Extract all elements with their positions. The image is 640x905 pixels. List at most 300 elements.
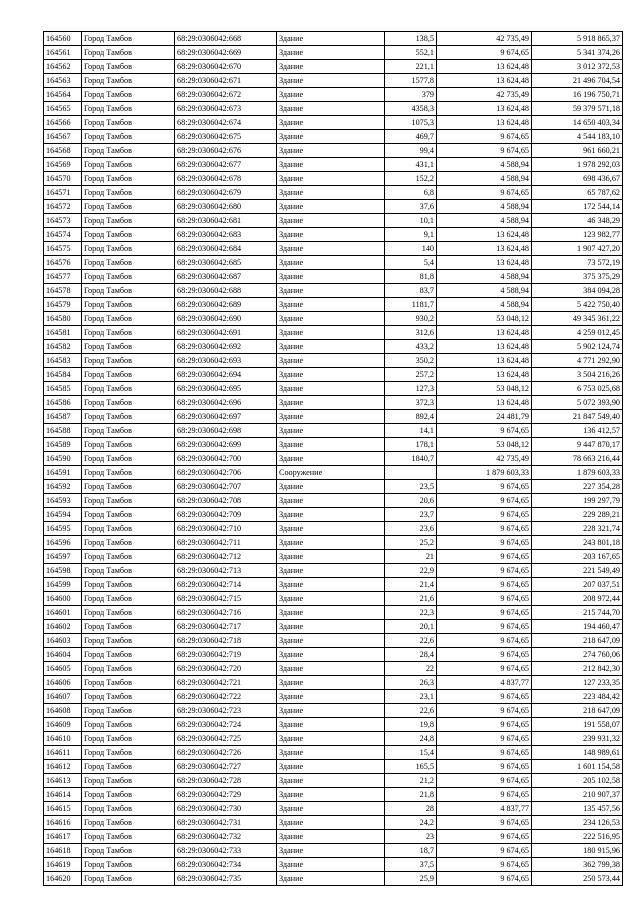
cadastral-value-cell: 73 572,19 [532, 256, 623, 270]
table-row [44, 270, 623, 284]
object-type-cell: Здание [277, 746, 385, 760]
cadastral-number-cell: 68:29:0306042:722 [175, 690, 277, 704]
specific-value-cell: 9 674,65 [437, 648, 532, 662]
specific-value-cell: 9 674,65 [437, 424, 532, 438]
area-cell: 930,2 [385, 312, 437, 326]
locality-cell: Город Тамбов [82, 242, 175, 256]
locality-cell: Город Тамбов [82, 788, 175, 802]
locality-cell: Город Тамбов [82, 718, 175, 732]
table-row [44, 438, 623, 452]
row-number-cell: 164593 [44, 494, 82, 508]
table-row [44, 382, 623, 396]
table-row [44, 74, 623, 88]
locality-cell: Город Тамбов [82, 214, 175, 228]
table-row [44, 228, 623, 242]
cadastral-value-cell: 59 379 571,18 [532, 102, 623, 116]
table-row [44, 88, 623, 102]
table-row [44, 158, 623, 172]
cadastral-number-cell: 68:29:0306042:729 [175, 788, 277, 802]
object-type-cell: Здание [277, 32, 385, 46]
row-number-cell: 164618 [44, 844, 82, 858]
cadastral-number-cell: 68:29:0306042:692 [175, 340, 277, 354]
specific-value-cell: 9 674,65 [437, 592, 532, 606]
area-cell: 19,8 [385, 718, 437, 732]
table-row [44, 718, 623, 732]
object-type-cell: Здание [277, 256, 385, 270]
cadastral-value-cell: 5 072 393,90 [532, 396, 623, 410]
cadastral-number-cell: 68:29:0306042:709 [175, 508, 277, 522]
area-cell: 25,2 [385, 536, 437, 550]
cadastral-number-cell: 68:29:0306042:672 [175, 88, 277, 102]
cadastral-number-cell: 68:29:0306042:679 [175, 186, 277, 200]
object-type-cell: Здание [277, 690, 385, 704]
locality-cell: Город Тамбов [82, 200, 175, 214]
area-cell: 23,5 [385, 480, 437, 494]
cadastral-value-cell: 215 744,70 [532, 606, 623, 620]
table-row [44, 102, 623, 116]
row-number-cell: 164596 [44, 536, 82, 550]
row-number-cell: 164588 [44, 424, 82, 438]
specific-value-cell: 9 674,65 [437, 746, 532, 760]
cadastral-value-cell: 961 660,21 [532, 144, 623, 158]
specific-value-cell: 13 624,48 [437, 228, 532, 242]
specific-value-cell: 9 674,65 [437, 550, 532, 564]
area-cell: 1577,8 [385, 74, 437, 88]
object-type-cell: Здание [277, 802, 385, 816]
specific-value-cell: 13 624,48 [437, 354, 532, 368]
cadastral-number-cell: 68:29:0306042:720 [175, 662, 277, 676]
area-cell: 350,2 [385, 354, 437, 368]
object-type-cell: Здание [277, 396, 385, 410]
row-number-cell: 164595 [44, 522, 82, 536]
cadastral-number-cell: 68:29:0306042:669 [175, 46, 277, 60]
row-number-cell: 164581 [44, 326, 82, 340]
cadastral-number-cell: 68:29:0306042:716 [175, 606, 277, 620]
object-type-cell: Здание [277, 760, 385, 774]
area-cell: 9,1 [385, 228, 437, 242]
cadastral-value-cell: 4 544 183,10 [532, 130, 623, 144]
table-row [44, 242, 623, 256]
specific-value-cell: 13 624,48 [437, 368, 532, 382]
area-cell: 1181,7 [385, 298, 437, 312]
row-number-cell: 164560 [44, 32, 82, 46]
cadastral-value-cell: 223 484,42 [532, 690, 623, 704]
table-row [44, 214, 623, 228]
locality-cell: Город Тамбов [82, 172, 175, 186]
object-type-cell: Здание [277, 186, 385, 200]
cadastral-value-cell: 221 549,49 [532, 564, 623, 578]
locality-cell: Город Тамбов [82, 186, 175, 200]
cadastral-value-cell: 274 760,06 [532, 648, 623, 662]
specific-value-cell: 53 048,12 [437, 438, 532, 452]
table-row [44, 592, 623, 606]
area-cell: 257,2 [385, 368, 437, 382]
specific-value-cell: 13 624,48 [437, 116, 532, 130]
locality-cell: Город Тамбов [82, 74, 175, 88]
area-cell: 22,6 [385, 634, 437, 648]
table-row [44, 620, 623, 634]
cadastral-value-table-page [43, 31, 622, 886]
cadastral-number-cell: 68:29:0306042:699 [175, 438, 277, 452]
area-cell: 20,1 [385, 620, 437, 634]
row-number-cell: 164578 [44, 284, 82, 298]
cadastral-value-cell: 21 847 549,40 [532, 410, 623, 424]
cadastral-value-cell: 199 297,79 [532, 494, 623, 508]
specific-value-cell: 9 674,65 [437, 46, 532, 60]
locality-cell: Город Тамбов [82, 522, 175, 536]
row-number-cell: 164597 [44, 550, 82, 564]
specific-value-cell: 9 674,65 [437, 634, 532, 648]
cadastral-number-cell: 68:29:0306042:721 [175, 676, 277, 690]
area-cell: 6,8 [385, 186, 437, 200]
cadastral-value-cell: 194 460,47 [532, 620, 623, 634]
cadastral-number-cell: 68:29:0306042:725 [175, 732, 277, 746]
object-type-cell: Здание [277, 88, 385, 102]
specific-value-cell: 4 588,94 [437, 270, 532, 284]
area-cell: 25,9 [385, 872, 437, 886]
cadastral-value-cell: 6 753 025,68 [532, 382, 623, 396]
area-cell: 138,5 [385, 32, 437, 46]
area-cell: 20,6 [385, 494, 437, 508]
cadastral-number-cell: 68:29:0306042:673 [175, 102, 277, 116]
object-type-cell: Здание [277, 578, 385, 592]
row-number-cell: 164573 [44, 214, 82, 228]
cadastral-number-cell: 68:29:0306042:680 [175, 200, 277, 214]
object-type-cell: Здание [277, 704, 385, 718]
area-cell [385, 466, 437, 480]
cadastral-value-cell: 5 902 124,74 [532, 340, 623, 354]
row-number-cell: 164576 [44, 256, 82, 270]
specific-value-cell: 1 879 603,33 [437, 466, 532, 480]
locality-cell: Город Тамбов [82, 732, 175, 746]
area-cell: 433,2 [385, 340, 437, 354]
locality-cell: Город Тамбов [82, 550, 175, 564]
cadastral-number-cell: 68:29:0306042:707 [175, 480, 277, 494]
table-row [44, 466, 623, 480]
row-number-cell: 164580 [44, 312, 82, 326]
area-cell: 21,4 [385, 578, 437, 592]
specific-value-cell: 9 674,65 [437, 144, 532, 158]
cadastral-number-cell: 68:29:0306042:689 [175, 298, 277, 312]
area-cell: 1075,3 [385, 116, 437, 130]
object-type-cell: Здание [277, 102, 385, 116]
cadastral-number-cell: 68:29:0306042:726 [175, 746, 277, 760]
row-number-cell: 164587 [44, 410, 82, 424]
locality-cell: Город Тамбов [82, 270, 175, 284]
cadastral-value-cell: 234 126,53 [532, 816, 623, 830]
row-number-cell: 164607 [44, 690, 82, 704]
locality-cell: Город Тамбов [82, 438, 175, 452]
table-row [44, 116, 623, 130]
table-row [44, 130, 623, 144]
object-type-cell: Здание [277, 452, 385, 466]
cadastral-value-cell: 148 989,61 [532, 746, 623, 760]
table-row [44, 340, 623, 354]
cadastral-number-cell: 68:29:0306042:719 [175, 648, 277, 662]
row-number-cell: 164619 [44, 858, 82, 872]
locality-cell: Город Тамбов [82, 298, 175, 312]
locality-cell: Город Тамбов [82, 130, 175, 144]
locality-cell: Город Тамбов [82, 410, 175, 424]
cadastral-value-cell: 1 907 427,20 [532, 242, 623, 256]
area-cell: 152,2 [385, 172, 437, 186]
cadastral-value-cell: 78 663 216,44 [532, 452, 623, 466]
table-row [44, 662, 623, 676]
locality-cell: Город Тамбов [82, 88, 175, 102]
table-row [44, 354, 623, 368]
specific-value-cell: 13 624,48 [437, 396, 532, 410]
row-number-cell: 164572 [44, 200, 82, 214]
table-row [44, 606, 623, 620]
area-cell: 10,1 [385, 214, 437, 228]
table-row [44, 410, 623, 424]
table-row [44, 830, 623, 844]
object-type-cell: Здание [277, 564, 385, 578]
object-type-cell: Здание [277, 172, 385, 186]
row-number-cell: 164612 [44, 760, 82, 774]
object-type-cell: Здание [277, 130, 385, 144]
specific-value-cell: 4 837,77 [437, 802, 532, 816]
specific-value-cell: 9 674,65 [437, 130, 532, 144]
row-number-cell: 164616 [44, 816, 82, 830]
locality-cell: Город Тамбов [82, 830, 175, 844]
cadastral-number-cell: 68:29:0306042:677 [175, 158, 277, 172]
cadastral-value-cell: 207 037,51 [532, 578, 623, 592]
table-row [44, 732, 623, 746]
cadastral-value-cell: 16 196 750,71 [532, 88, 623, 102]
area-cell: 5,4 [385, 256, 437, 270]
specific-value-cell: 9 674,65 [437, 704, 532, 718]
row-number-cell: 164591 [44, 466, 82, 480]
locality-cell: Город Тамбов [82, 690, 175, 704]
cadastral-value-cell: 205 102,58 [532, 774, 623, 788]
row-number-cell: 164599 [44, 578, 82, 592]
specific-value-cell: 42 735,49 [437, 88, 532, 102]
area-cell: 127,3 [385, 382, 437, 396]
specific-value-cell: 9 674,65 [437, 690, 532, 704]
cadastral-number-cell: 68:29:0306042:696 [175, 396, 277, 410]
locality-cell: Город Тамбов [82, 494, 175, 508]
row-number-cell: 164565 [44, 102, 82, 116]
locality-cell: Город Тамбов [82, 396, 175, 410]
area-cell: 28 [385, 802, 437, 816]
area-cell: 14,1 [385, 424, 437, 438]
row-number-cell: 164585 [44, 382, 82, 396]
cadastral-number-cell: 68:29:0306042:668 [175, 32, 277, 46]
table-row [44, 424, 623, 438]
cadastral-number-cell: 68:29:0306042:670 [175, 60, 277, 74]
row-number-cell: 164602 [44, 620, 82, 634]
locality-cell: Город Тамбов [82, 648, 175, 662]
area-cell: 140 [385, 242, 437, 256]
cadastral-number-cell: 68:29:0306042:685 [175, 256, 277, 270]
table-row [44, 326, 623, 340]
object-type-cell: Здание [277, 144, 385, 158]
object-type-cell: Здание [277, 270, 385, 284]
object-type-cell: Здание [277, 550, 385, 564]
cadastral-value-cell: 49 345 361,22 [532, 312, 623, 326]
table-row [44, 690, 623, 704]
cadastral-value-cell: 1 978 292,03 [532, 158, 623, 172]
cadastral-number-cell: 68:29:0306042:691 [175, 326, 277, 340]
object-type-cell: Здание [277, 312, 385, 326]
locality-cell: Город Тамбов [82, 676, 175, 690]
cadastral-value-cell: 1 601 154,58 [532, 760, 623, 774]
cadastral-number-cell: 68:29:0306042:671 [175, 74, 277, 88]
object-type-cell: Здание [277, 74, 385, 88]
cadastral-value-cell: 65 787,62 [532, 186, 623, 200]
table-row [44, 578, 623, 592]
locality-cell: Город Тамбов [82, 508, 175, 522]
cadastral-number-cell: 68:29:0306042:706 [175, 466, 277, 480]
area-cell: 37,6 [385, 200, 437, 214]
area-cell: 37,5 [385, 858, 437, 872]
cadastral-number-cell: 68:29:0306042:713 [175, 564, 277, 578]
locality-cell: Город Тамбов [82, 312, 175, 326]
locality-cell: Город Тамбов [82, 564, 175, 578]
row-number-cell: 164609 [44, 718, 82, 732]
cadastral-number-cell: 68:29:0306042:723 [175, 704, 277, 718]
row-number-cell: 164613 [44, 774, 82, 788]
specific-value-cell: 53 048,12 [437, 382, 532, 396]
cadastral-value-cell: 172 544,14 [532, 200, 623, 214]
object-type-cell: Здание [277, 858, 385, 872]
object-type-cell: Здание [277, 382, 385, 396]
locality-cell: Город Тамбов [82, 536, 175, 550]
object-type-cell: Здание [277, 494, 385, 508]
object-type-cell: Здание [277, 522, 385, 536]
area-cell: 1840,7 [385, 452, 437, 466]
row-number-cell: 164620 [44, 872, 82, 886]
cadastral-value-cell: 5 422 750,40 [532, 298, 623, 312]
area-cell: 23,6 [385, 522, 437, 536]
area-cell: 372,3 [385, 396, 437, 410]
table-row [44, 760, 623, 774]
area-cell: 165,5 [385, 760, 437, 774]
cadastral-number-cell: 68:29:0306042:700 [175, 452, 277, 466]
table-row [44, 564, 623, 578]
specific-value-cell: 13 624,48 [437, 326, 532, 340]
row-number-cell: 164598 [44, 564, 82, 578]
table-row [44, 788, 623, 802]
object-type-cell: Здание [277, 410, 385, 424]
specific-value-cell: 9 674,65 [437, 564, 532, 578]
cadastral-value-cell: 698 436,67 [532, 172, 623, 186]
object-type-cell: Здание [277, 676, 385, 690]
cadastral-value-cell: 227 354,28 [532, 480, 623, 494]
row-number-cell: 164570 [44, 172, 82, 186]
locality-cell: Город Тамбов [82, 774, 175, 788]
cadastral-number-cell: 68:29:0306042:730 [175, 802, 277, 816]
row-number-cell: 164592 [44, 480, 82, 494]
specific-value-cell: 9 674,65 [437, 844, 532, 858]
specific-value-cell: 9 674,65 [437, 508, 532, 522]
object-type-cell: Здание [277, 340, 385, 354]
locality-cell: Город Тамбов [82, 326, 175, 340]
area-cell: 22,3 [385, 606, 437, 620]
specific-value-cell: 13 624,48 [437, 242, 532, 256]
specific-value-cell: 4 588,94 [437, 200, 532, 214]
table-row [44, 802, 623, 816]
specific-value-cell: 9 674,65 [437, 522, 532, 536]
specific-value-cell: 4 837,77 [437, 676, 532, 690]
cadastral-number-cell: 68:29:0306042:697 [175, 410, 277, 424]
specific-value-cell: 9 674,65 [437, 606, 532, 620]
cadastral-value-cell: 218 647,09 [532, 634, 623, 648]
table-row [44, 144, 623, 158]
row-number-cell: 164589 [44, 438, 82, 452]
object-type-cell: Здание [277, 424, 385, 438]
specific-value-cell: 9 674,65 [437, 186, 532, 200]
cadastral-value-cell: 180 915,96 [532, 844, 623, 858]
cadastral-value-cell: 384 094,28 [532, 284, 623, 298]
cadastral-number-cell: 68:29:0306042:732 [175, 830, 277, 844]
area-cell: 23 [385, 830, 437, 844]
locality-cell: Город Тамбов [82, 760, 175, 774]
specific-value-cell: 9 674,65 [437, 536, 532, 550]
area-cell: 81,8 [385, 270, 437, 284]
row-number-cell: 164579 [44, 298, 82, 312]
locality-cell: Город Тамбов [82, 466, 175, 480]
table-row [44, 60, 623, 74]
specific-value-cell: 9 674,65 [437, 732, 532, 746]
specific-value-cell: 9 674,65 [437, 480, 532, 494]
object-type-cell: Здание [277, 200, 385, 214]
area-cell: 892,4 [385, 410, 437, 424]
cadastral-number-cell: 68:29:0306042:727 [175, 760, 277, 774]
specific-value-cell: 9 674,65 [437, 872, 532, 886]
cadastral-value-cell: 3 012 372,53 [532, 60, 623, 74]
specific-value-cell: 9 674,65 [437, 718, 532, 732]
locality-cell: Город Тамбов [82, 620, 175, 634]
object-type-cell: Здание [277, 662, 385, 676]
cadastral-number-cell: 68:29:0306042:684 [175, 242, 277, 256]
table-row [44, 774, 623, 788]
object-type-cell: Здание [277, 830, 385, 844]
row-number-cell: 164568 [44, 144, 82, 158]
cadastral-value-cell: 4 259 012,45 [532, 326, 623, 340]
object-type-cell: Здание [277, 816, 385, 830]
table-row [44, 396, 623, 410]
area-cell: 18,7 [385, 844, 437, 858]
cadastral-value-cell: 21 496 704,54 [532, 74, 623, 88]
table-row [44, 648, 623, 662]
area-cell: 26,3 [385, 676, 437, 690]
cadastral-number-cell: 68:29:0306042:712 [175, 550, 277, 564]
table-row [44, 172, 623, 186]
cadastral-value-cell: 362 799,38 [532, 858, 623, 872]
row-number-cell: 164563 [44, 74, 82, 88]
specific-value-cell: 4 588,94 [437, 172, 532, 186]
locality-cell: Город Тамбов [82, 354, 175, 368]
cadastral-number-cell: 68:29:0306042:695 [175, 382, 277, 396]
cadastral-number-cell: 68:29:0306042:708 [175, 494, 277, 508]
locality-cell: Город Тамбов [82, 368, 175, 382]
cadastral-value-cell: 191 558,07 [532, 718, 623, 732]
cadastral-number-cell: 68:29:0306042:717 [175, 620, 277, 634]
cadastral-number-cell: 68:29:0306042:675 [175, 130, 277, 144]
locality-cell: Город Тамбов [82, 32, 175, 46]
table-row [44, 452, 623, 466]
locality-cell: Город Тамбов [82, 858, 175, 872]
cadastral-number-cell: 68:29:0306042:683 [175, 228, 277, 242]
table-row [44, 704, 623, 718]
cadastral-number-cell: 68:29:0306042:711 [175, 536, 277, 550]
cadastral-number-cell: 68:29:0306042:731 [175, 816, 277, 830]
cadastral-value-cell: 123 982,77 [532, 228, 623, 242]
table-row [44, 368, 623, 382]
cadastral-value-cell: 229 289,21 [532, 508, 623, 522]
